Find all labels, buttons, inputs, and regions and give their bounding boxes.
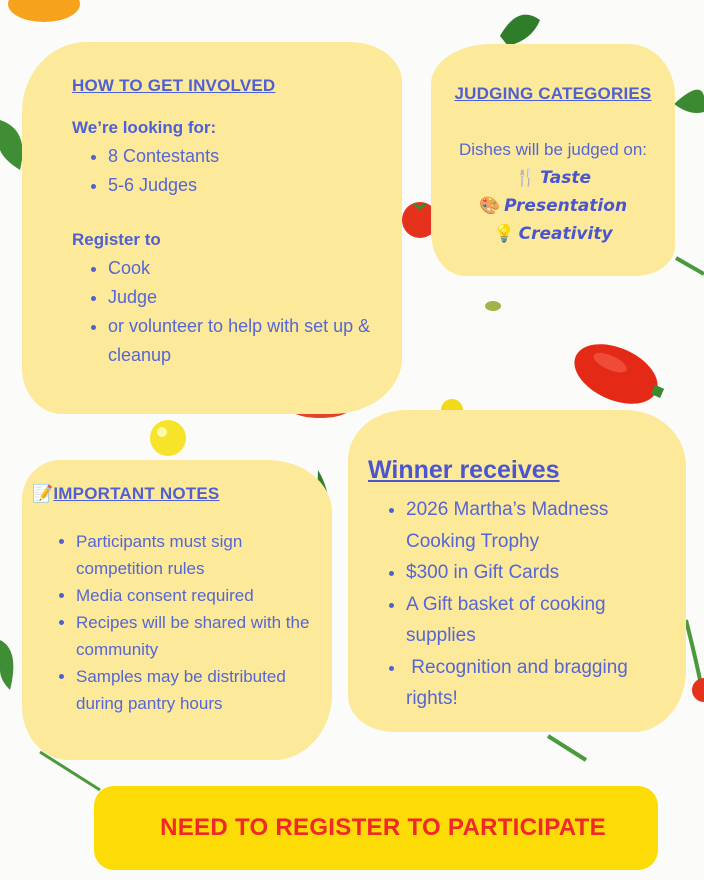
notes-card xyxy=(22,460,332,760)
register-to-label: Register to xyxy=(72,230,161,249)
category-creativity xyxy=(441,224,665,244)
list-item: • $300 in Gift Cards xyxy=(406,557,676,589)
winner-card xyxy=(348,410,686,732)
list-item: • Media consent required xyxy=(76,582,322,609)
lightbulb-icon: 💡 xyxy=(493,224,515,244)
category-presentation xyxy=(441,196,665,216)
category-label: Presentation xyxy=(504,196,628,216)
yellow-pepper-icon xyxy=(8,0,80,22)
yellow-tomato-icon xyxy=(150,420,186,456)
memo-icon: 📝 xyxy=(32,484,54,503)
judging-subtitle: Dishes will be judged on: xyxy=(458,140,648,159)
winner-heading: Winner receives xyxy=(368,456,560,484)
register-button[interactable] xyxy=(94,786,658,870)
list-item: • Samples may be distributed during pantry hours xyxy=(76,663,322,717)
list-item: • 8 Contestants xyxy=(108,142,372,171)
notes-list xyxy=(32,528,322,717)
list-item: • 2026 Martha’s Madness Cooking Trophy xyxy=(406,494,676,557)
judging-heading: JUDGING CATEGORIES xyxy=(454,84,652,103)
judging-card xyxy=(431,44,675,276)
list-item: • A Gift basket of cooking supplies xyxy=(406,589,676,652)
winner-list xyxy=(368,494,676,715)
category-label: Taste xyxy=(540,168,591,188)
spinach-leaf-icon xyxy=(674,90,704,113)
list-item: • 5-6 Judges xyxy=(108,171,372,200)
category-taste xyxy=(441,168,665,188)
list-item: • Participants must sign competition rules xyxy=(76,528,322,582)
spinach-leaf-icon xyxy=(500,15,540,46)
register-button-label: NEED TO REGISTER TO PARTICIPATE xyxy=(160,814,606,841)
fork-knife-icon: 🍴 xyxy=(515,168,537,188)
seed-icon xyxy=(485,301,501,311)
involved-heading: HOW TO GET INVOLVED xyxy=(72,76,276,95)
involved-card xyxy=(22,42,402,414)
list-item: • Cook xyxy=(108,254,372,283)
list-item: • Recipes will be shared with the community xyxy=(76,609,322,663)
notes-heading xyxy=(32,484,322,504)
stem-icon xyxy=(686,620,700,680)
list-item: • Judge xyxy=(108,283,372,312)
looking-for-label: We’re looking for: xyxy=(72,118,217,137)
list-item: • Recognition and bragging rights! xyxy=(406,652,676,715)
spinach-leaf-icon xyxy=(0,120,23,170)
list-item: • or volunteer to help with set up & cleanup xyxy=(108,312,372,370)
spinach-leaf-icon xyxy=(0,640,13,690)
palette-icon: 🎨 xyxy=(478,196,501,216)
category-label: Creativity xyxy=(518,224,613,244)
register-to-list xyxy=(72,254,372,370)
stem-icon xyxy=(548,736,586,760)
cherry-tomato-icon xyxy=(692,678,704,702)
notes-heading-text: IMPORTANT NOTES xyxy=(53,484,220,503)
stem-icon xyxy=(676,258,704,274)
looking-for-list xyxy=(72,142,372,200)
red-pepper-icon xyxy=(565,332,672,418)
